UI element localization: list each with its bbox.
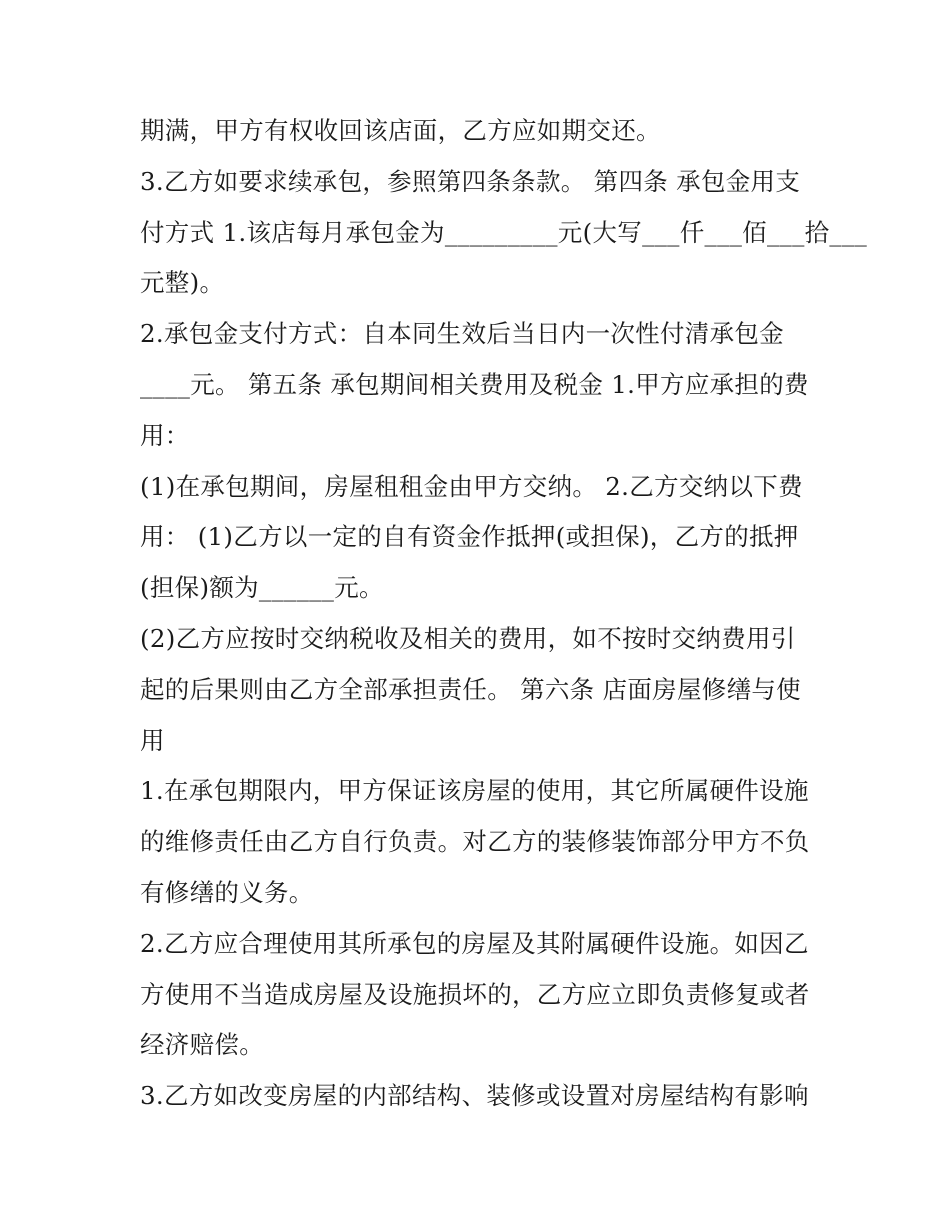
text-line: 用：	[140, 420, 190, 450]
text-line: 经济赔偿。	[140, 1030, 264, 1060]
text-line: 有修缮的义务。	[140, 877, 314, 907]
text-line: (2)乙方应按时交纳税收及相关的费用，如不按时交纳费用引	[140, 623, 796, 653]
text-line: 的维修责任由乙方自行负责。对乙方的装修装饰部分甲方不负	[140, 827, 810, 857]
text-line: 用	[140, 725, 165, 755]
contract-text	[140, 106, 868, 1122]
text-line: ____元。 第五条 承包期间相关费用及税金 1.甲方应承担的费	[140, 369, 809, 399]
text-line: (1)在承包期间，房屋租租金由甲方交纳。 2.乙方交纳以下费	[140, 471, 803, 501]
text-line: (担保)额为______元。	[140, 573, 384, 603]
text-line: 2.承包金支付方式：自本同生效后当日内一次性付清承包金	[140, 319, 784, 349]
text-line: 2.乙方应合理使用其所承包的房屋及其附属硬件设施。如因乙	[140, 928, 809, 958]
text-line: 3.乙方如要求续承包，参照第四条条款。 第四条 承包金用支	[140, 166, 801, 196]
text-line: 起的后果则由乙方全部承担责任。 第六条 店面房屋修缮与使	[140, 674, 801, 704]
text-line: 付方式 1.该店每月承包金为_________元(大写___仟___佰___拾___	[140, 217, 868, 247]
text-line: 元整)。	[140, 268, 225, 298]
text-line: 1.在承包期限内，甲方保证该房屋的使用，其它所属硬件设施	[140, 776, 809, 806]
text-line: 期满，甲方有权收回该店面，乙方应如期交还。	[140, 116, 661, 145]
text-line: 用： (1)乙方以一定的自有资金作抵押(或担保)，乙方的抵押	[140, 522, 799, 552]
text-line: 方使用不当造成房屋及设施损坏的，乙方应立即负责修复或者	[140, 979, 810, 1009]
text-line: 3.乙方如改变房屋的内部结构、装修或设置对房屋结构有影响	[140, 1081, 809, 1111]
